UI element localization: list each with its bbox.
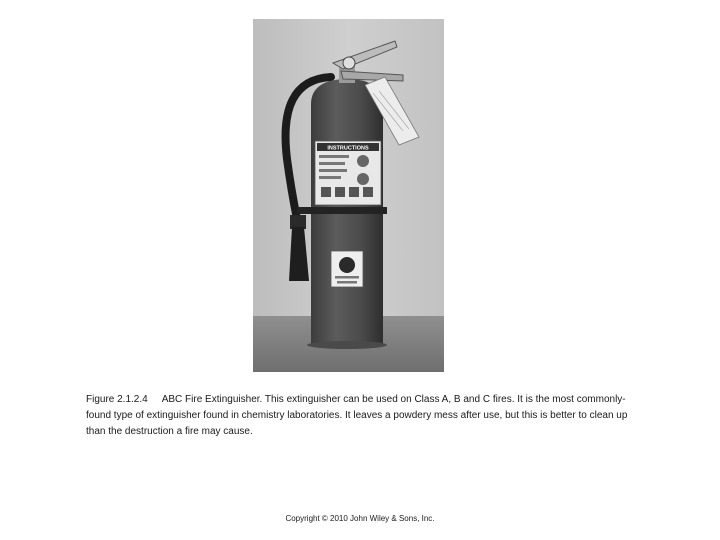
fire-extinguisher-illustration — [253, 19, 444, 372]
fire-extinguisher-photo — [253, 19, 444, 372]
figure-caption — [86, 392, 646, 440]
base-shadow — [307, 341, 387, 349]
wall-bracket-strap — [297, 207, 387, 214]
figure-caption-text: ABC Fire Extinguisher. This extinguisher can be used on Class A, B and C fires. It is the most commonly-found type of extinguisher found in chemistry laboratories. It leaves a powdery mess after use, but this is better to clean up than the destruction a fire may cause. — [86, 394, 628, 437]
label-heading: INSTRUCTIONS — [327, 145, 369, 152]
pressure-gauge — [343, 57, 355, 69]
figure-label: Figure 2.1.2.4 — [86, 394, 148, 405]
copyright-notice: Copyright © 2010 John Wiley & Sons, Inc. — [285, 514, 435, 523]
nozzle — [290, 215, 306, 229]
